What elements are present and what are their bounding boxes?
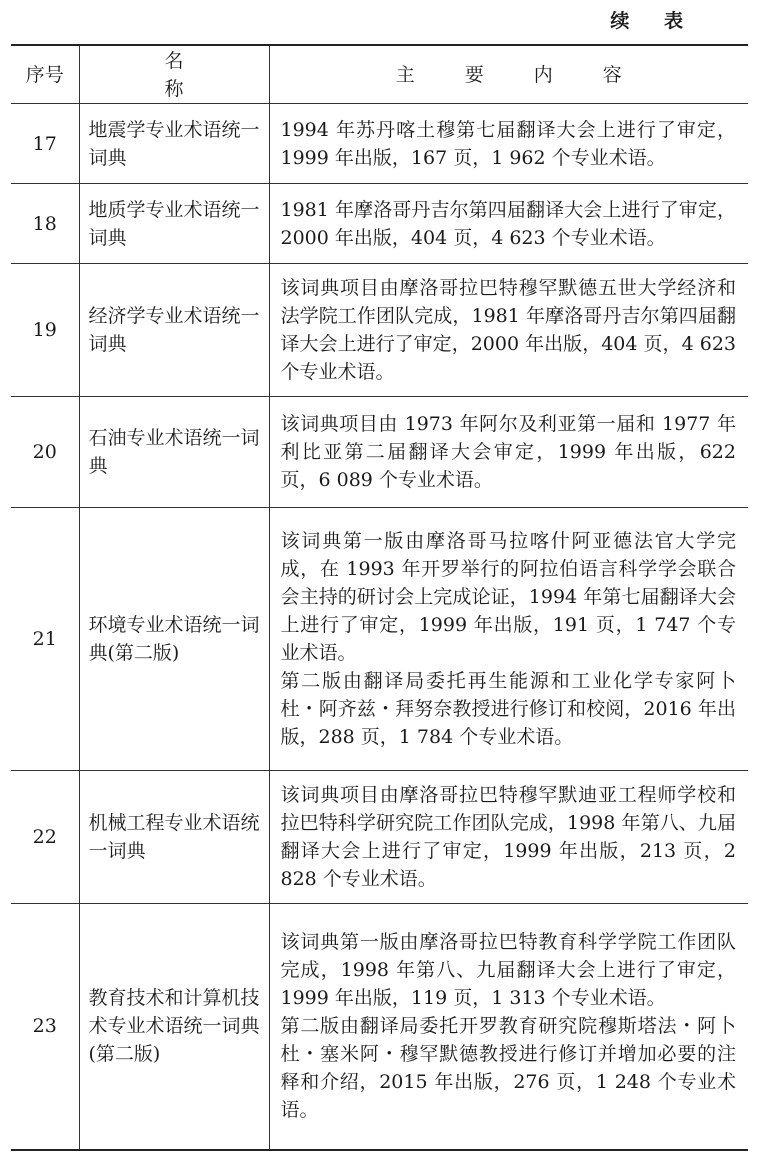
table-row	[11, 184, 748, 264]
dictionary-name: 教育技术和计算机技术专业术语统一词典(第二版)	[79, 904, 269, 1150]
table-row	[11, 104, 748, 184]
table-row	[11, 771, 748, 904]
main-content-cell	[269, 771, 748, 904]
content-paragraph: 1994 年苏丹喀土穆第七届翻译大会上进行了审定，1999 年出版，167 页，1 962 个专业术语。	[280, 118, 736, 169]
dictionary-name: 地震学专业术语统一词典	[79, 104, 269, 184]
table-header	[11, 45, 748, 104]
content-paragraph: 1981 年摩洛哥丹吉尔第四届翻译大会上进行了审定，2000 年出版，404 页，4 623 个专业术语。	[280, 198, 736, 249]
table-row	[11, 264, 748, 397]
table-body	[11, 104, 748, 1150]
row-number: 19	[11, 264, 79, 397]
content-paragraph: 该词典项目由摩洛哥拉巴特穆罕默迪亚工程师学校和拉巴特科学研究院工作团队完成，1998 年第八、九届翻译大会上进行了审定，1999 年出版，213 页，2 828 个专业术语。	[280, 784, 736, 890]
table-header-row	[11, 45, 748, 104]
row-number: 21	[11, 508, 79, 771]
row-number: 22	[11, 771, 79, 904]
main-content-cell	[269, 397, 748, 508]
main-content-cell	[269, 264, 748, 397]
row-number: 17	[11, 104, 79, 184]
dictionary-name: 经济学专业术语统一词典	[79, 264, 269, 397]
content-paragraph: 第二版由翻译局委托再生能源和工业化学专家阿卜杜・阿齐兹・拜努奈教授进行修订和校阅，2016 年出版，288 页，1 784 个专业术语。	[280, 670, 736, 748]
content-paragraph: 该词典第一版由摩洛哥马拉喀什阿亚德法官大学完成，在 1993 年开罗举行的阿拉伯语言科学学会联合会主持的研讨会上完成论证，1994 年第七届翻译大会上进行了审定，1999 年出版，191 页，1 747 个专业术语。	[280, 530, 736, 664]
column-header-content: 主 要 内 容	[269, 45, 748, 104]
dictionary-name: 环境专业术语统一词典(第二版)	[79, 508, 269, 771]
dictionary-table	[11, 44, 748, 1151]
row-number: 23	[11, 904, 79, 1150]
main-content-cell	[269, 104, 748, 184]
table-row	[11, 397, 748, 508]
main-content-cell	[269, 184, 748, 264]
row-number: 20	[11, 397, 79, 508]
continued-table-label: 续 表	[610, 10, 697, 32]
column-header-name: 名 称	[79, 45, 269, 104]
content-paragraph: 该词典第一版由摩洛哥拉巴特教育科学学院工作团队完成，1998 年第八、九届翻译大会上进行了审定，1999 年出版，119 页，1 313 个专业术语。	[280, 931, 736, 1010]
column-header-number: 序号	[11, 45, 79, 104]
main-content-cell	[269, 904, 748, 1150]
dictionary-name: 石油专业术语统一词典	[79, 397, 269, 508]
table-row	[11, 904, 748, 1150]
table-row	[11, 508, 748, 771]
dictionary-name: 机械工程专业术语统一词典	[79, 771, 269, 904]
row-number: 18	[11, 184, 79, 264]
content-paragraph: 该词典项目由摩洛哥拉巴特穆罕默德五世大学经济和法学院工作团队完成，1981 年摩洛哥丹吉尔第四届翻译大会上进行了审定，2000 年出版，404 页，4 623 个专业术语。	[280, 277, 736, 383]
content-paragraph: 第二版由翻译局委托开罗教育研究院穆斯塔法・阿卜杜・塞米阿・穆罕默德教授进行修订并增加必要的注释和介绍，2015 年出版，276 页，1 248 个专业术语。	[280, 1015, 736, 1122]
content-paragraph: 该词典项目由 1973 年阿尔及利亚第一届和 1977 年利比亚第二届翻译大会审定，1999 年出版，622 页，6 089 个专业术语。	[280, 413, 736, 491]
main-content-cell	[269, 508, 748, 771]
dictionary-name: 地质学专业术语统一词典	[79, 184, 269, 264]
